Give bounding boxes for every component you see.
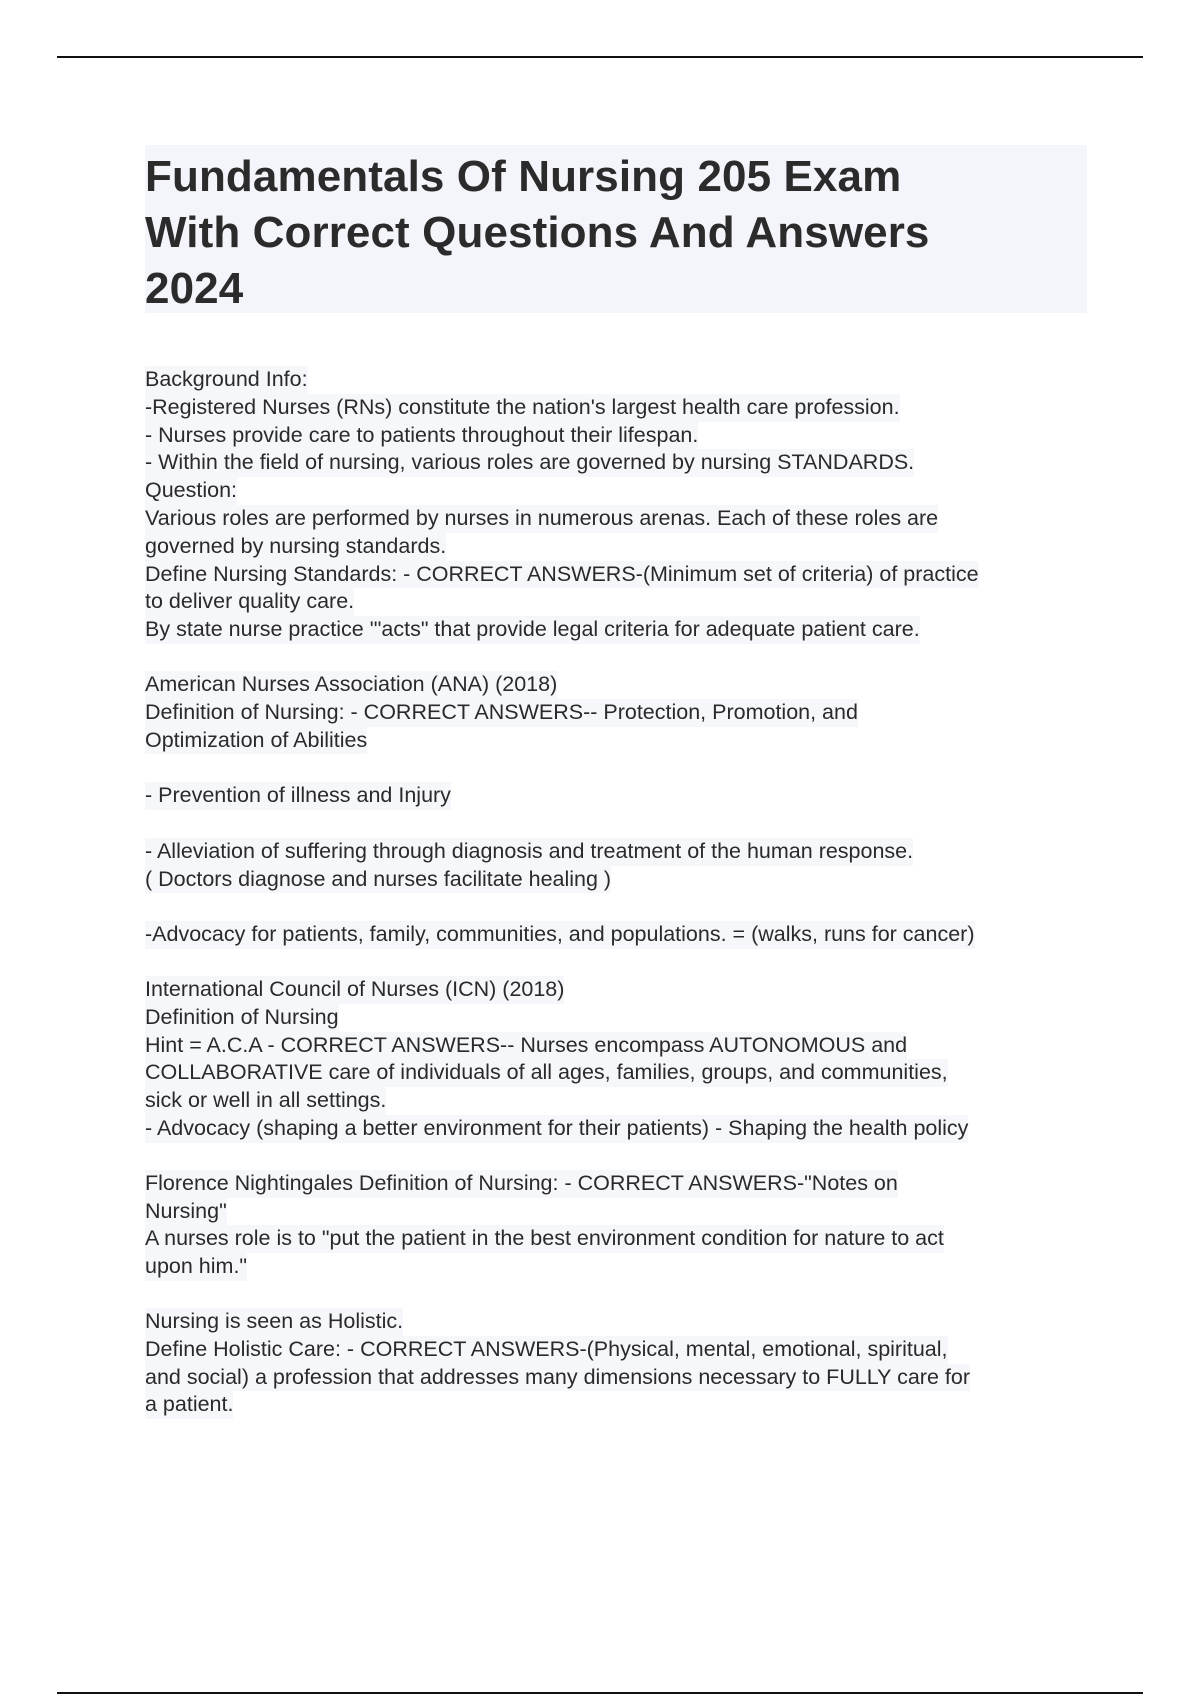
text-line: American Nurses Association (ANA) (2018): [145, 671, 557, 699]
text-line: governed by nursing standards.: [145, 533, 446, 561]
text-line: By state nurse practice '"acts" that provide legal criteria for adequate patient care.: [145, 616, 920, 644]
text-line: Definition of Nursing: - CORRECT ANSWERS-- Protection, Promotion, and: [145, 699, 858, 727]
blank-line: [145, 754, 1095, 782]
text-line: to deliver quality care.: [145, 588, 354, 616]
qa-block: [145, 366, 1095, 644]
title-line: Fundamentals Of Nursing 205 Exam: [145, 152, 902, 201]
text-line: Nursing": [145, 1198, 227, 1226]
text-line: upon him.": [145, 1253, 247, 1281]
text-line: Optimization of Abilities: [145, 727, 367, 755]
header-rule: [57, 56, 1143, 58]
qa-block: [145, 1170, 1095, 1281]
text-line: Nursing is seen as Holistic.: [145, 1308, 403, 1336]
text-line: Define Nursing Standards: - CORRECT ANSWERS-(Minimum set of criteria) of practice: [145, 561, 979, 589]
text-line: Question:: [145, 477, 237, 505]
document-body: [145, 366, 1095, 1446]
text-line: Various roles are performed by nurses in numerous arenas. Each of these roles are: [145, 505, 938, 533]
text-line: Hint = A.C.A - CORRECT ANSWERS-- Nurses encompass AUTONOMOUS and: [145, 1032, 907, 1060]
text-line: Florence Nightingales Definition of Nursing: - CORRECT ANSWERS-"Notes on: [145, 1170, 898, 1198]
text-line: - Alleviation of suffering through diagnosis and treatment of the human response.: [145, 838, 913, 866]
qa-block: [145, 976, 1095, 1143]
text-line: - Advocacy (shaping a better environment for their patients) - Shaping the health policy: [145, 1115, 968, 1143]
text-line: COLLABORATIVE care of individuals of all ages, families, groups, and communities,: [145, 1059, 948, 1087]
text-line: Define Holistic Care: - CORRECT ANSWERS-(Physical, mental, emotional, spiritual,: [145, 1336, 948, 1364]
blank-line: [145, 893, 1095, 921]
text-line: -Registered Nurses (RNs) constitute the nation's largest health care profession.: [145, 394, 900, 422]
qa-block: [145, 671, 1095, 949]
qa-block: [145, 1308, 1095, 1419]
text-line: ( Doctors diagnose and nurses facilitate healing ): [145, 866, 611, 894]
text-line: A nurses role is to "put the patient in the best environment condition for nature to act: [145, 1225, 944, 1253]
blank-line: [145, 810, 1095, 838]
text-line: Definition of Nursing: [145, 1004, 339, 1032]
title-line: 2024: [145, 264, 244, 313]
text-line: Background Info:: [145, 366, 308, 394]
text-line: -Advocacy for patients, family, communities, and populations. = (walks, runs for cancer): [145, 921, 975, 949]
text-line: sick or well in all settings.: [145, 1087, 386, 1115]
footer-rule: [57, 1692, 1143, 1694]
title-box: [145, 145, 1087, 313]
text-line: and social) a profession that addresses many dimensions necessary to FULLY care for: [145, 1364, 970, 1392]
text-line: International Council of Nurses (ICN) (2018): [145, 976, 564, 1004]
document-title: [145, 149, 1087, 317]
text-line: - Prevention of illness and Injury: [145, 782, 451, 810]
title-line: With Correct Questions And Answers: [145, 208, 930, 257]
text-line: - Nurses provide care to patients throughout their lifespan.: [145, 422, 698, 450]
text-line: - Within the field of nursing, various roles are governed by nursing STANDARDS.: [145, 449, 914, 477]
text-line: a patient.: [145, 1391, 233, 1419]
